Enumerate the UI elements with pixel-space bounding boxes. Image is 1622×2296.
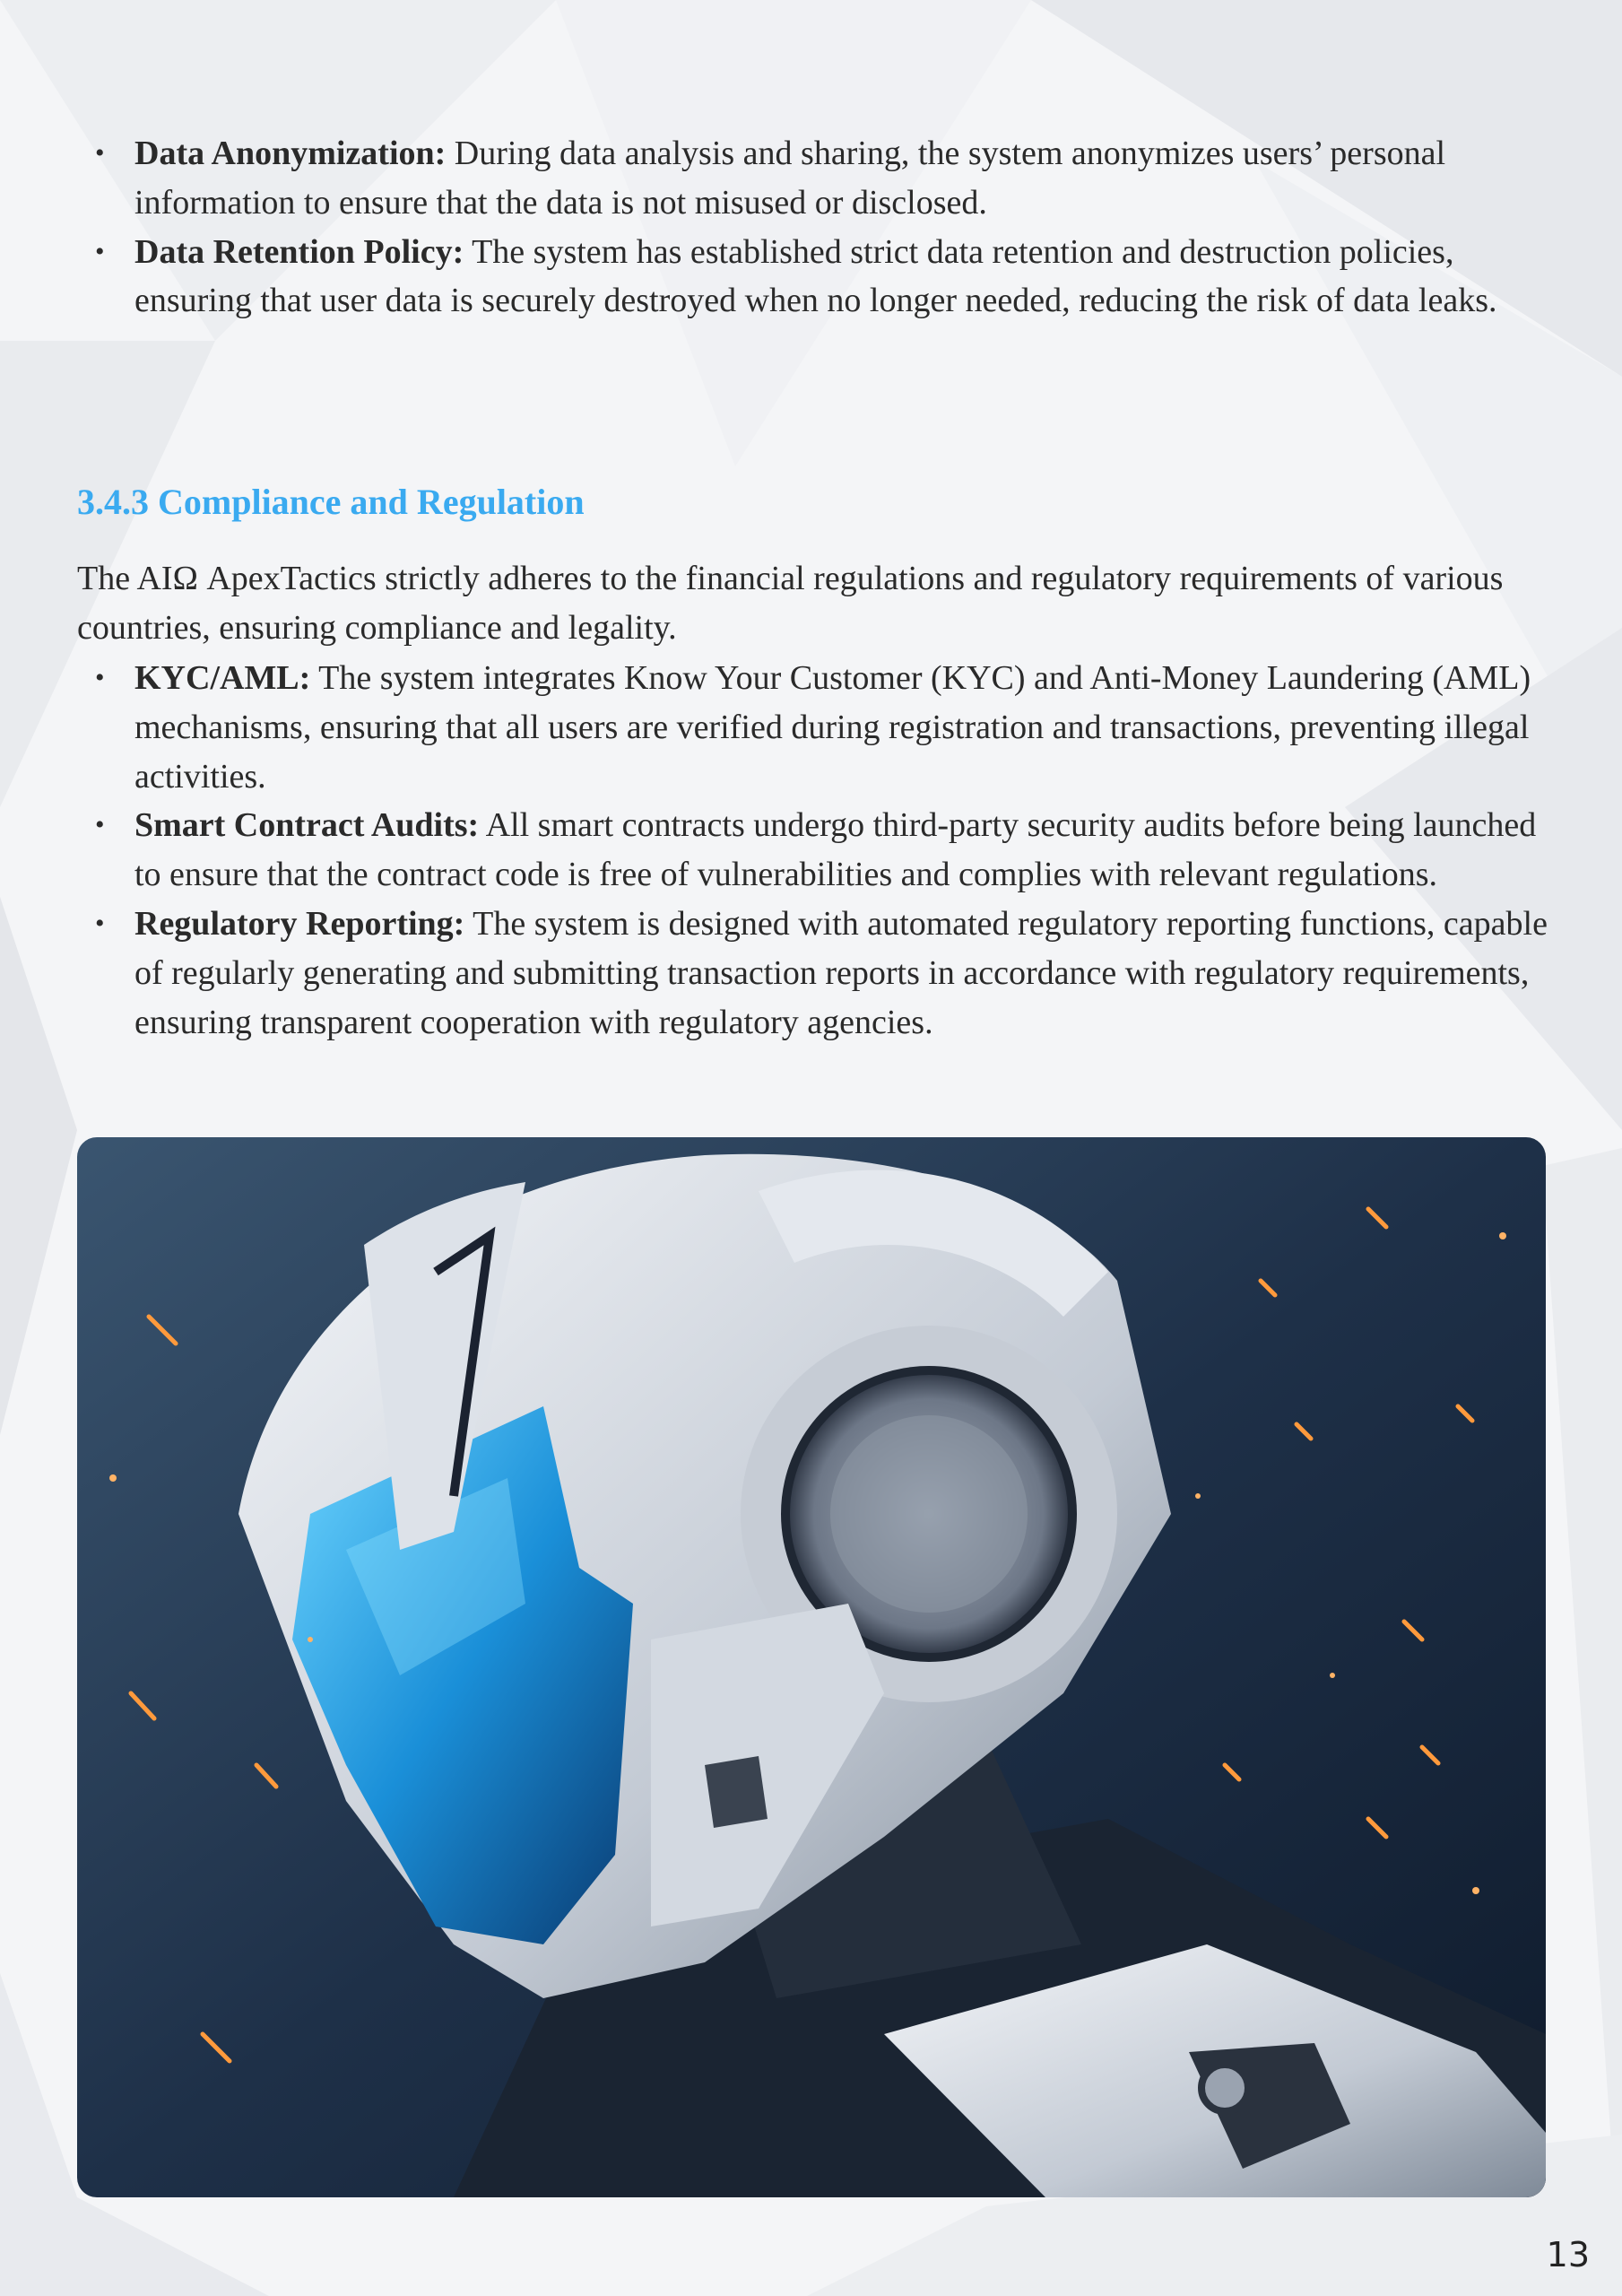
list-item: [77, 654, 1548, 801]
list-item-text: The system integrates Know Your Customer (KYC) and Anti-Money Laundering (AML) mechanisms, ensuring that all users are verified during registration and transactions, preventing illegal activities.: [134, 659, 1531, 796]
list-item-term: Data Retention Policy:: [134, 232, 464, 271]
list-item-text: During data analysis and sharing, the system anonymizes users’ personal information to ensure that the data is not misused or disclosed.: [134, 135, 1446, 222]
page-number: 13: [1546, 2235, 1590, 2274]
list-item: [77, 228, 1548, 326]
robot-helmet-illustration: [77, 1137, 1546, 2197]
compliance-list: [77, 654, 1548, 1047]
list-item-term: Data Anonymization:: [134, 135, 447, 172]
list-item: [77, 900, 1548, 1047]
list-item-term: Regulatory Reporting:: [134, 904, 465, 943]
list-item-term: Smart Contract Audits:: [134, 806, 480, 845]
bullet-icon: •: [95, 908, 105, 938]
bullet-icon: •: [95, 236, 105, 266]
bullet-icon: •: [95, 138, 105, 168]
bullet-icon: •: [95, 663, 105, 692]
list-item-text: The system is designed with automated regulatory reporting functions, capable of regularly generating and submitting transaction reports in accordance with regulatory requirements, ensuring transparent cooperation with regulatory agencies.: [134, 904, 1548, 1041]
list-item-text: The system has established strict data retention and destruction policies, ensuring that user data is securely destroyed when no longer needed, reducing the risk of data leaks.: [134, 232, 1497, 320]
list-item: [77, 801, 1548, 900]
data-protection-list: [77, 129, 1548, 326]
list-item: [77, 129, 1548, 228]
section-heading: 3.4.3 Compliance and Regulation: [77, 482, 585, 522]
list-item-term: KYC/AML:: [134, 659, 311, 697]
bullet-icon: •: [95, 810, 105, 840]
list-item-text: All smart contracts undergo third-party security audits before being launched to ensure that the contract code is free of vulnerabilities and complies with relevant regulations.: [134, 806, 1537, 894]
section-intro-paragraph: The AIΩ ApexTactics strictly adheres to the financial regulations and regulatory requirements of various countries, ensuring compliance and legality.: [77, 560, 1504, 647]
